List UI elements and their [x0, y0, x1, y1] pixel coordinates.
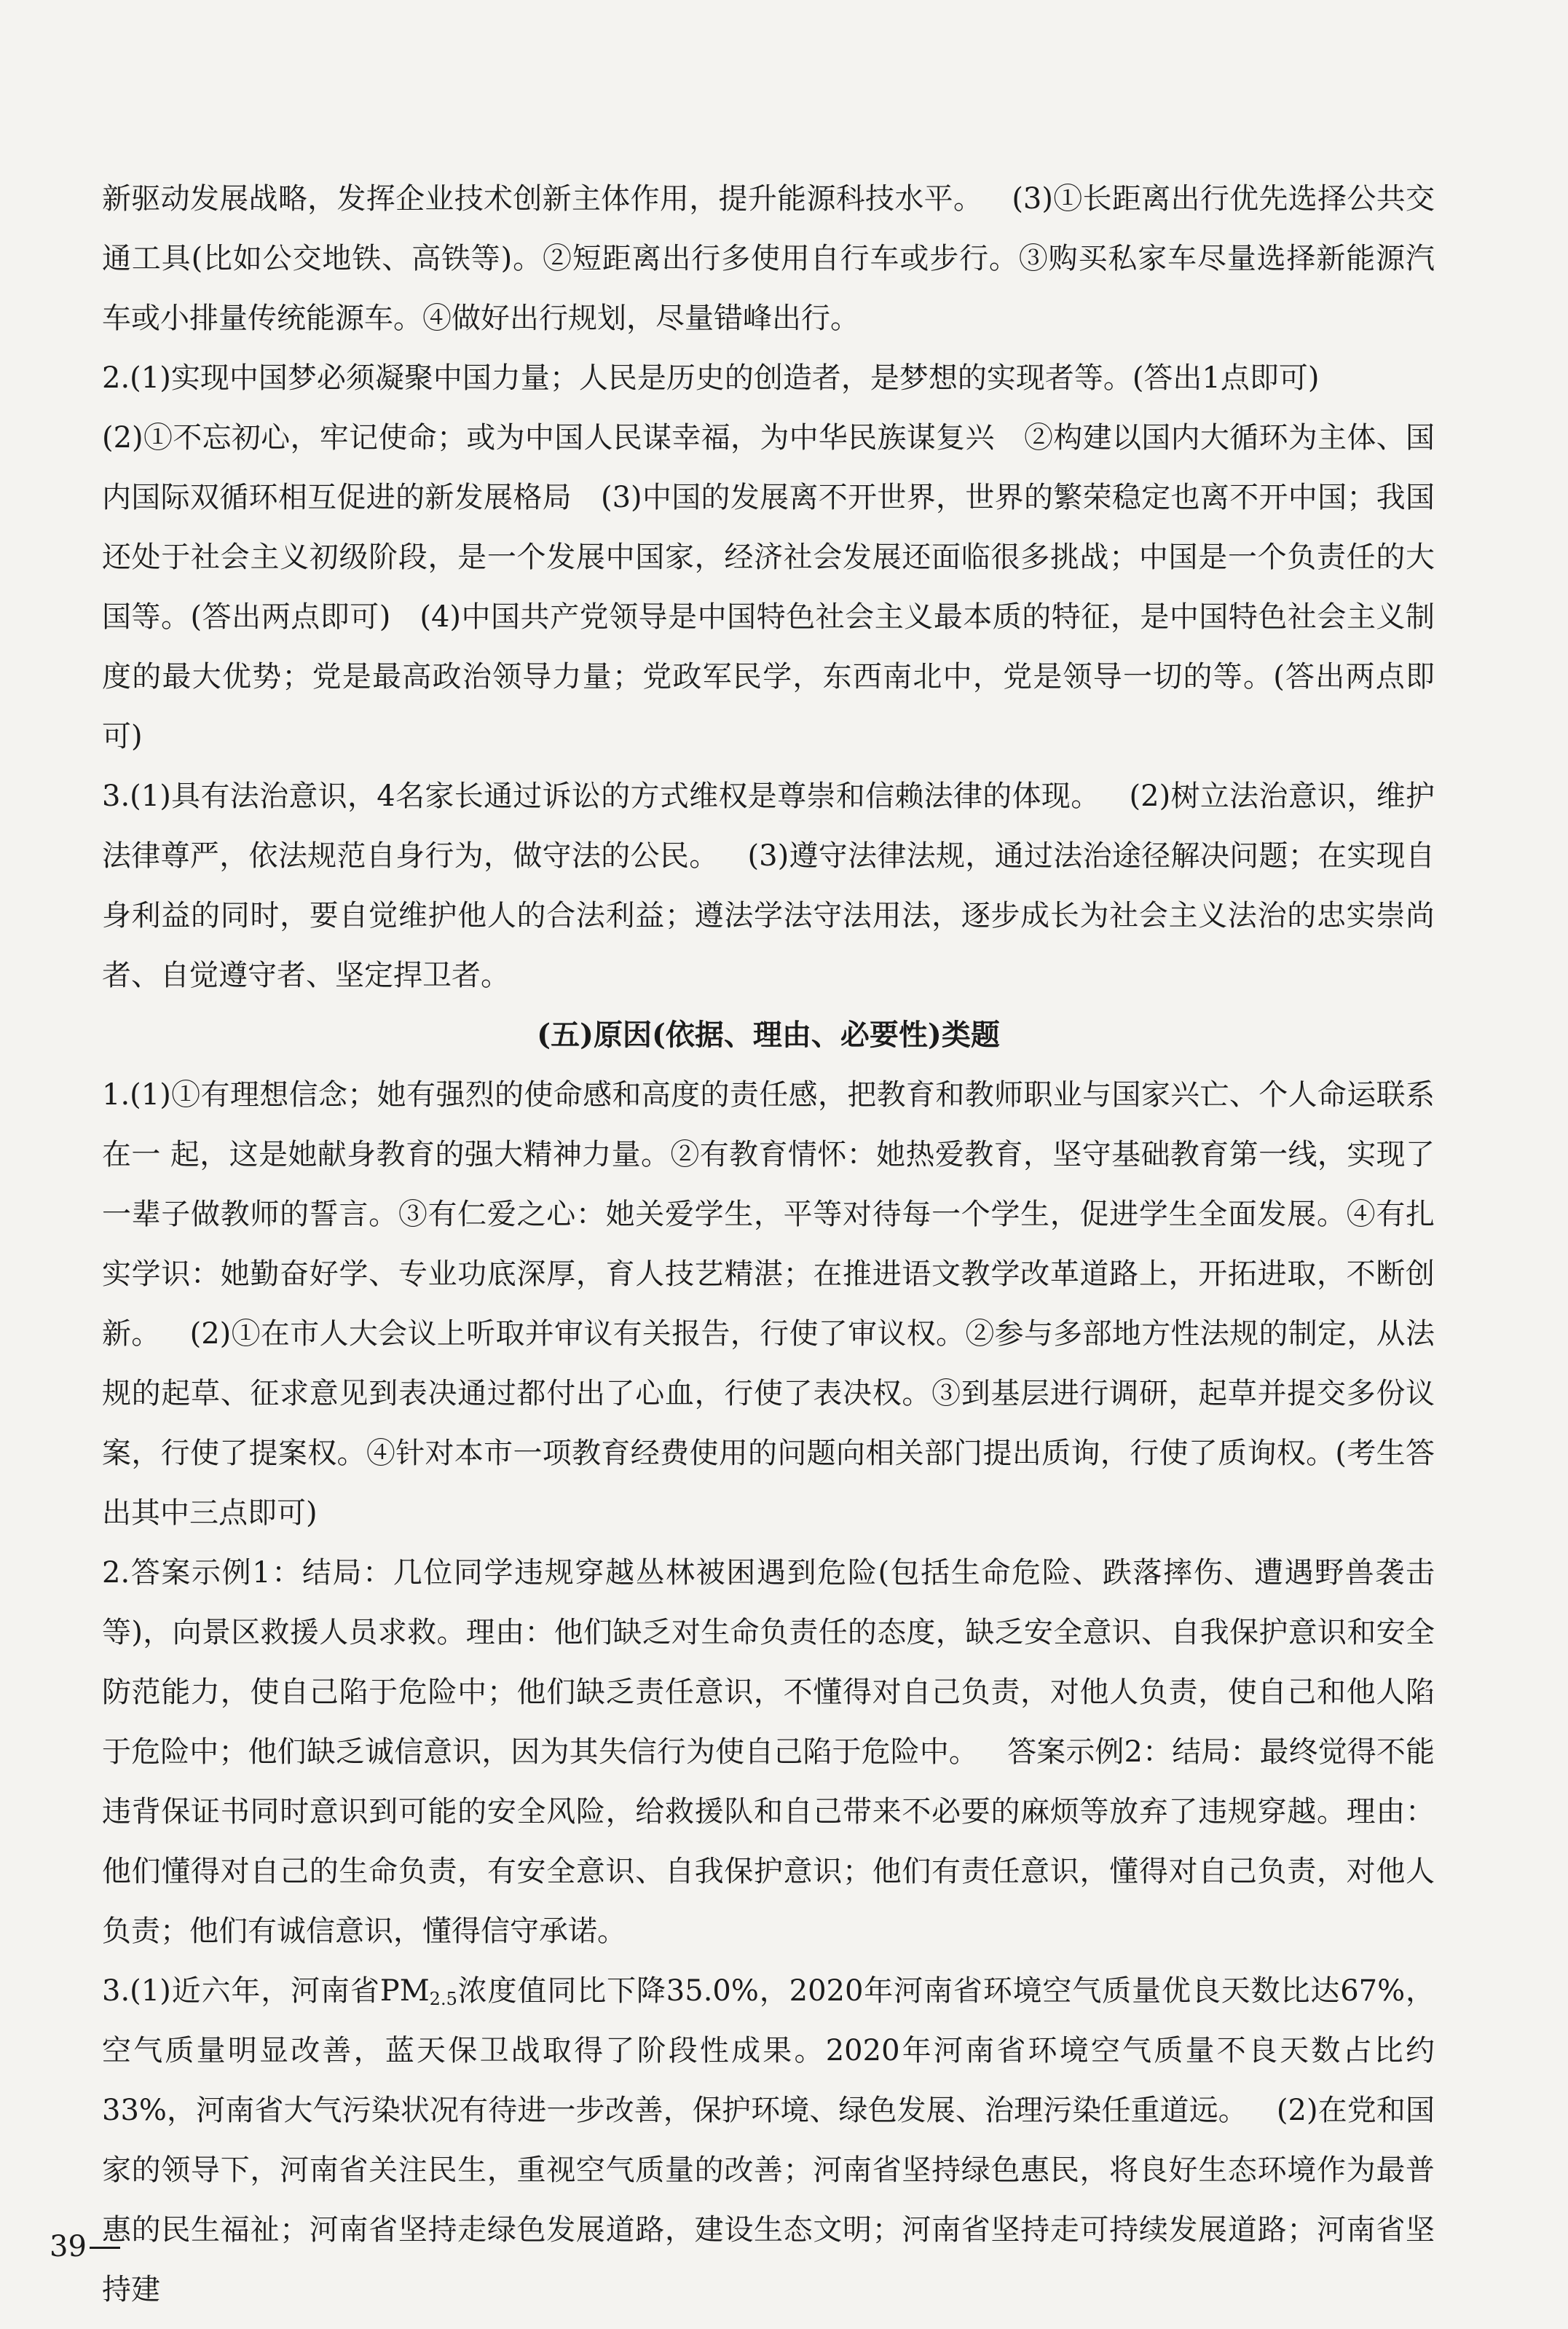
- paragraph-s5q2: [102, 1543, 1435, 1961]
- paragraph-block2: [102, 348, 1435, 766]
- block2-part2b: ②构建以国内大循环为主体、国内国际双循环相互促进的新发展格局: [102, 421, 1435, 514]
- s5q3-lead: 3.(1)近六年，河南省: [102, 1974, 380, 2008]
- page-number: 39: [50, 2230, 87, 2263]
- block2-part2: (2)①不忘初心，牢记使命；或为中国人民谋幸福，为中华民族谋复兴: [102, 421, 995, 455]
- block2-part1: 2.(1)实现中国梦必须凝聚中国力量；人民是历史的创造者，是梦想的实现者等。(答出1点即可): [102, 361, 1320, 395]
- s5q1-part2: (2)①在市人大会议上听取并审议有关报告，行使了审议权。②参与多部地方性法规的制定，从法规的起草、征求意见到表决通过都付出了心血，行使了表决权。③到基层进行调研，起草并提交多份议案，行使了提案权。④针对本市一项教育经费使用的问题向相关部门提出质询，行使了质询权。(考生答出其中三点即可): [102, 1317, 1435, 1530]
- block3-part1: 3.(1)具有法治意识，4名家长通过诉讼的方式维权是尊崇和信赖法律的体现。: [102, 779, 1100, 813]
- block2-part3: (3)中国的发展离不开世界，世界的繁荣稳定也离不开中国；我国还处于社会主义初级阶段，是一个发展中国家，经济社会发展还面临很多挑战；中国是一个负责任的大国等。(答出两点即可): [102, 481, 1435, 634]
- s5q2-part2: 答案示例2：结局：最终觉得不能违背保证书同时意识到可能的安全风险，给救援队和自己带来不必要的麻烦等放弃了违规穿越。理由：他们懂得对自己的生命负责，有安全意识、自我保护意识；他们有责任意识，懂得对自己负责，对他人负责；他们有诚信意识，懂得信守承诺。: [102, 1735, 1435, 1948]
- s5q3-part2: (2)在党和国家的领导下，河南省关注民生，重视空气质量的改善；河南省坚持绿色惠民，将良好生态环境作为最普惠的民生福祉；河南省坚持走绿色发展道路，建设生态文明；河南省坚持走可持续发展道路；河南省坚持建: [102, 2094, 1435, 2306]
- page-number-dash: [90, 2247, 120, 2249]
- paragraph-block1: [102, 169, 1435, 348]
- paragraph-s5q1: [102, 1065, 1435, 1543]
- block3-part3: (3)遵守法律法规，通过法治途径解决问题；在实现自身利益的同时，要自觉维护他人的合法利益；遵法学法守法用法，逐步成长为社会主义法治的忠实崇尚者、自觉遵守者、坚定捍卫者。: [102, 839, 1435, 992]
- s5q2-part1: 2.答案示例1：结局：几位同学违规穿越丛林被困遇到危险(包括生命危险、跌落摔伤、遭遇野兽袭击等)，向景区救援人员求救。理由：他们缺乏对生命负责任的态度，缺乏安全意识、自我保护意识和安全防范能力，使自己陷于危险中；他们缺乏责任意识，不懂得对自己负责，对他人负责，使自己和他人陷于危险中；他们缺乏诚信意识，因为其失信行为使自己陷于危险中。: [102, 1556, 1435, 1769]
- s5q1-part1: 1.(1)①有理想信念；她有强烈的使命感和高度的责任感，把教育和教师职业与国家兴亡、个人命运联系在一 起，这是她献身教育的强大精神力量。②有教育情怀：她热爱教育，坚守基础教育第一线，实现了一辈子做教师的誓言。③有仁爱之心：她关爱学生，平等对待每一个学生，促进学生全面发展。④有扎实学识：她勤奋好学、专业功底深厚，育人技艺精湛；在推进语文教学改革道路上，开拓进取，不断创新。: [102, 1078, 1435, 1351]
- paragraph-s5q3: [102, 1961, 1435, 2320]
- pm-subscript: 2.5: [429, 1989, 457, 2009]
- answer-text-block: [102, 169, 1435, 2320]
- section-title: (五)原因(依据、理由、必要性)类题: [537, 1018, 1000, 1052]
- block1-text: 新驱动发展战略，发挥企业技术创新主体作用，提升能源科技水平。: [102, 182, 983, 216]
- block1-part3: (3)①长距离出行优先选择公共交通工具(比如公交地铁、高铁等)。②短距离出行多使用自行车或步行。③购买私家车尽量选择新能源汽车或小排量传统能源车。④做好出行规划，尽量错峰出行。: [102, 182, 1435, 335]
- pm-label: PM: [379, 1974, 430, 2008]
- block3-part2: (2)树立法治意识，维护法律尊严，依法规范自身行为，做守法的公民。: [102, 779, 1435, 873]
- paragraph-block3: [102, 766, 1435, 1005]
- block2-part4: (4)中国共产党领导是中国特色社会主义最本质的特征，是中国特色社会主义制度的最大优势；党是最高政治领导力量；党政军民学，东西南北中，党是领导一切的等。(答出两点即可): [102, 600, 1435, 753]
- s5q3-part1-rest: 浓度值同比下降35.0%，2020年河南省环境空气质量优良天数比达67%，空气质量明显改善，蓝天保卫战取得了阶段性成果。2020年河南省环境空气质量不良天数占比约33%，河南省大气污染状况有待进一步改善，保护环境、绿色发展、治理污染任重道远。: [102, 1974, 1435, 2127]
